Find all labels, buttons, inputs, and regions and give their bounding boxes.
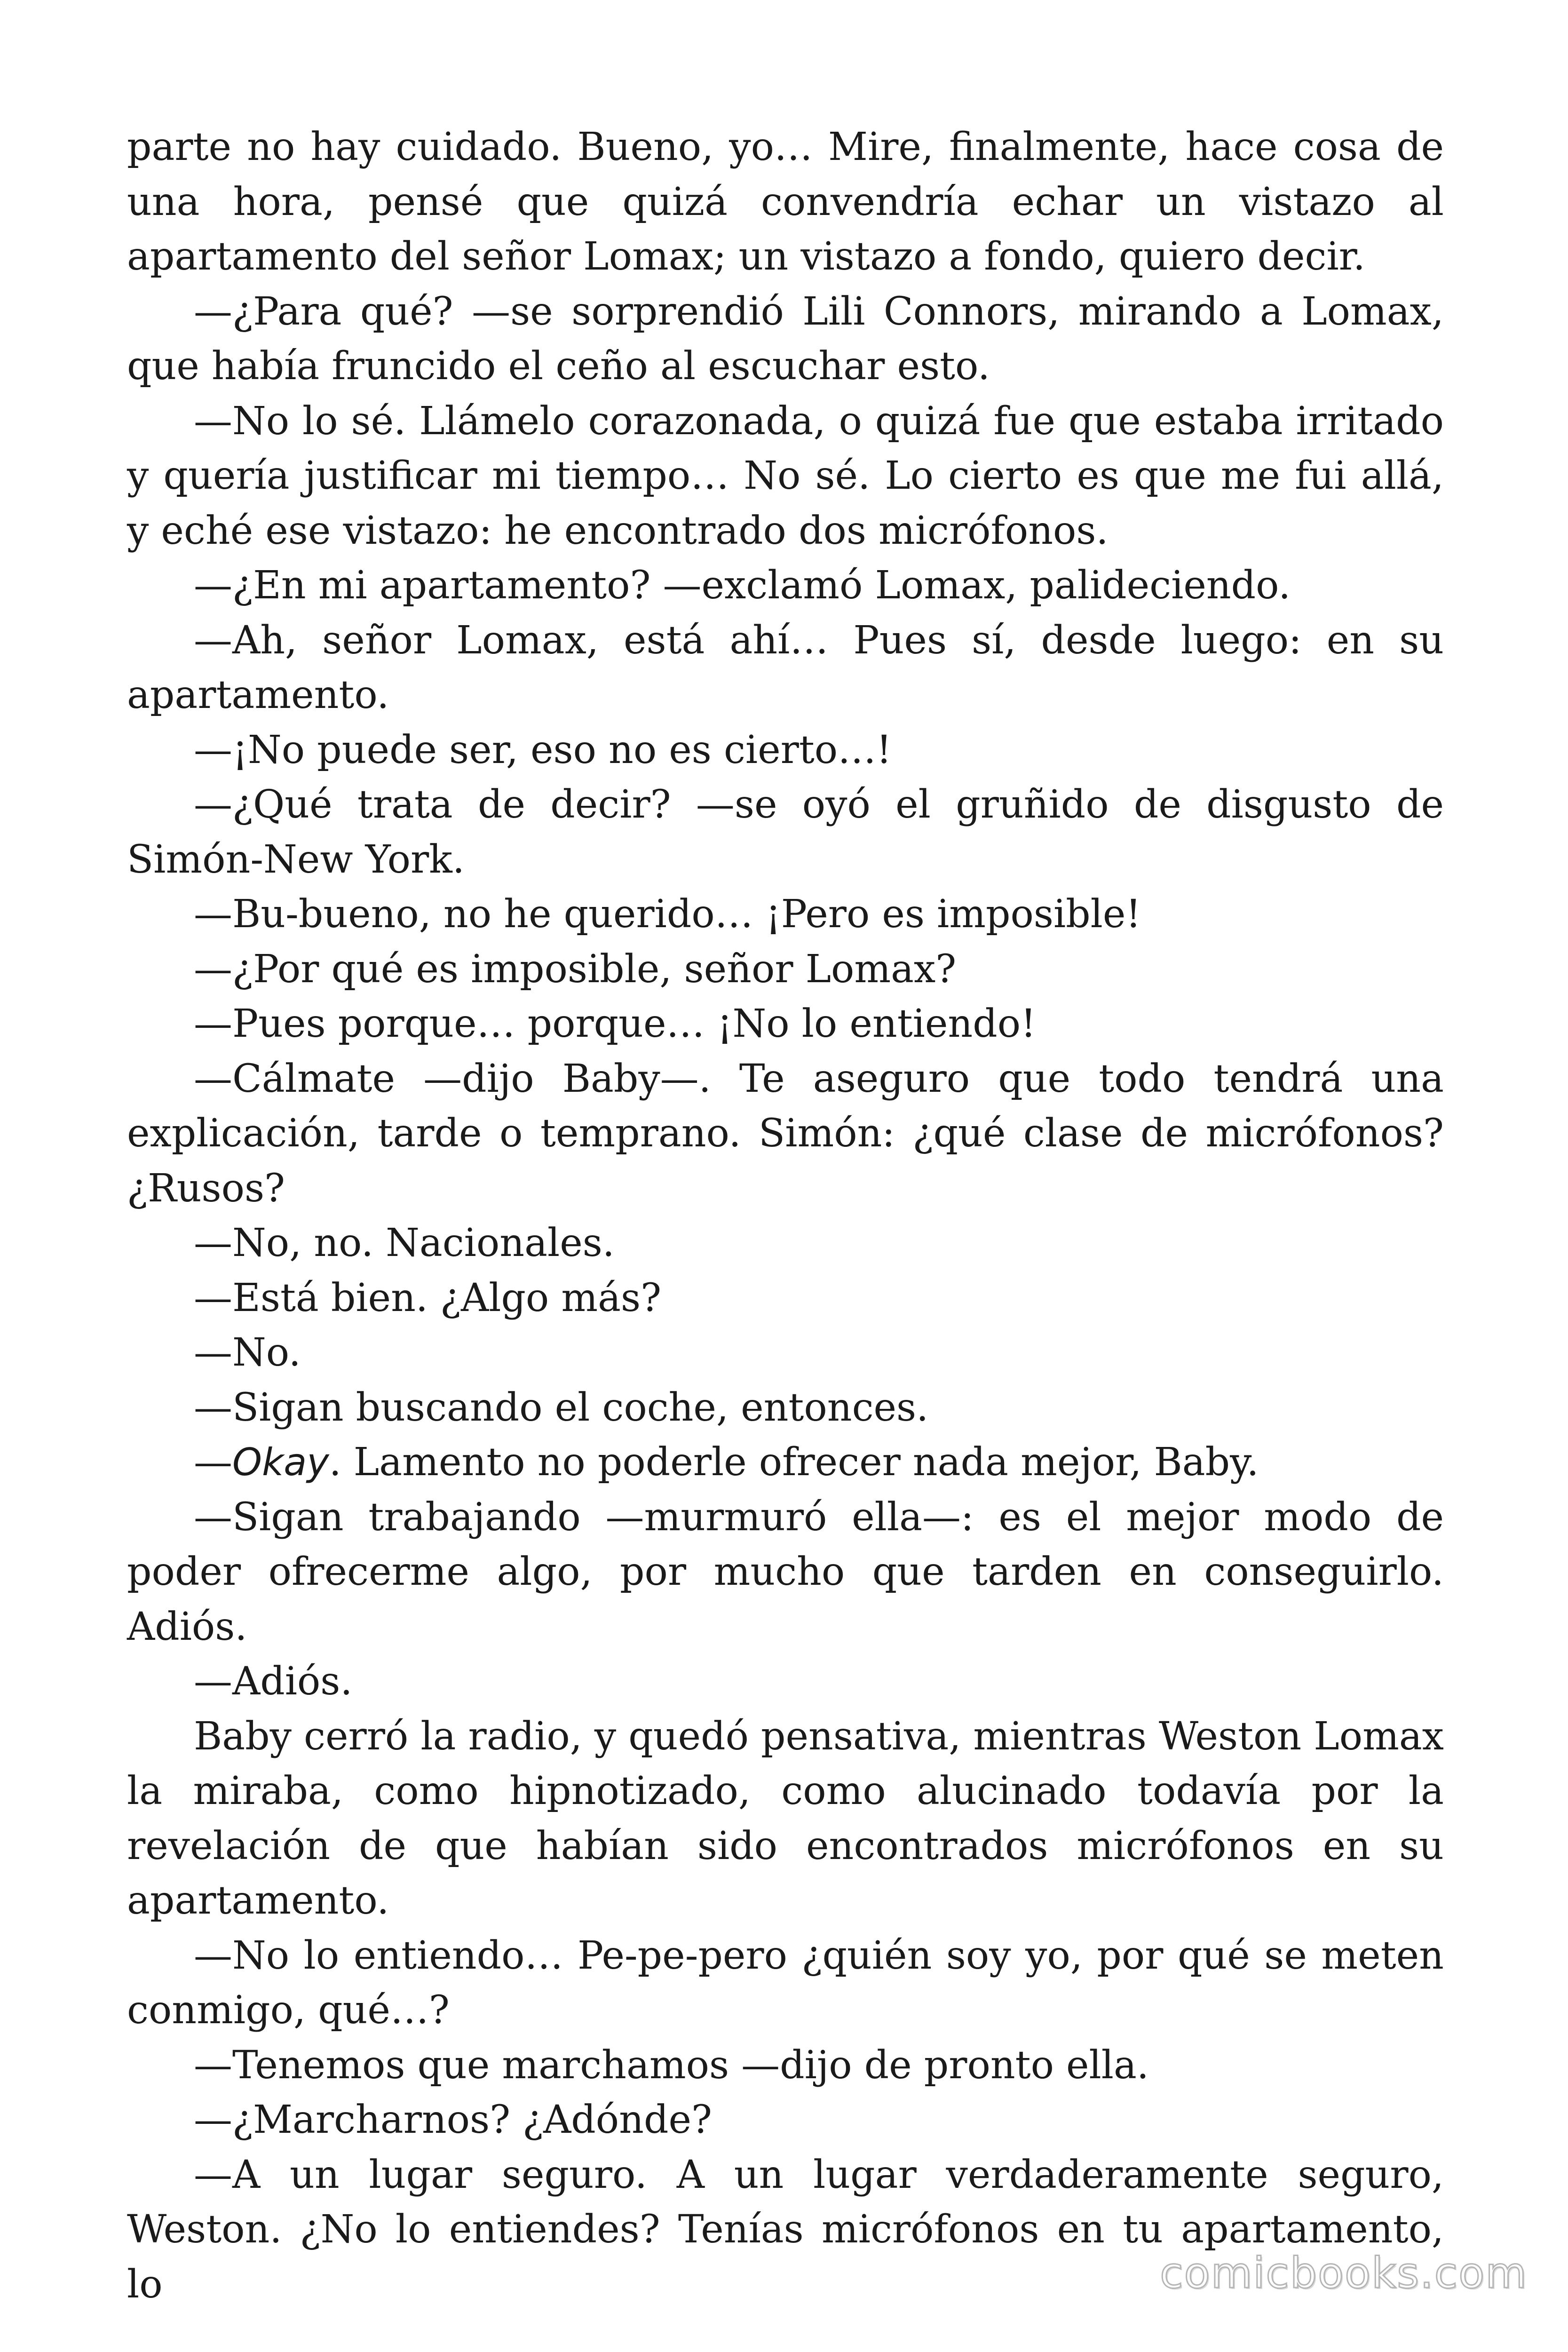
watermark: comicbooks.com <box>1160 2249 1528 2298</box>
paragraph: —No, no. Nacionales. <box>194 1221 615 1265</box>
book-page-text <box>127 120 1444 2312</box>
paragraph: —¿Marcharnos? ¿Adónde? <box>194 2098 712 2142</box>
paragraph: —Sigan trabajando —murmuró ella—: es el mejor modo de poder ofrecerme algo, por mucho que tarden en conseguirlo. Adiós. <box>127 1494 1444 1649</box>
paragraph: —Bu-bueno, no he querido… ¡Pero es imposible! <box>194 892 1141 937</box>
paragraph: —¿Qué trata de decir? —se oyó el gruñido de disgusto de Simón-New York. <box>127 782 1444 882</box>
paragraph: —No. <box>194 1330 301 1375</box>
paragraph: —No lo sé. Llámelo corazonada, o quizá fue que estaba irritado y quería justificar mi tiempo… No sé. Lo cierto es que me fui allá, y eché ese vistazo: he encontrado dos micrófonos. <box>127 398 1444 553</box>
paragraph: —No lo entiendo… Pe-pe-pero ¿quién soy yo, por qué se meten conmigo, qué…? <box>127 1933 1444 2033</box>
paragraph: —¿Por qué es imposible, señor Lomax? <box>194 946 957 992</box>
paragraph: —Sigan buscando el coche, entonces. <box>194 1385 929 1430</box>
paragraph: —¿Para qué? —se sorprendió Lili Connors, mirando a Lomax, que había fruncido el ceño al escuchar esto. <box>127 289 1444 389</box>
dash: — <box>194 1440 232 1485</box>
paragraph: —Está bien. ¿Algo más? <box>194 1275 662 1320</box>
paragraph: —Adiós. <box>194 1659 353 1704</box>
paragraph: —Tenemos que marchamos —dijo de pronto ella. <box>194 2042 1149 2088</box>
paragraph: —A un lugar seguro. A un lugar verdaderamente seguro, Weston. ¿No lo entiendes? Tenías micrófonos en tu apartamento, lo <box>127 2152 1444 2307</box>
okay-rest: . Lamento no poderle ofrecer nada mejor, Baby. <box>329 1440 1259 1485</box>
paragraph: —Pues porque… porque… ¡No lo entiendo! <box>194 1001 1037 1046</box>
italic-okay: Okay <box>232 1440 329 1484</box>
paragraph: Baby cerró la radio, y quedó pensativa, mientras Weston Lomax la miraba, como hipnotizado, como alucinado todavía por la revelación de que habían sido encontrados micrófonos en su apartamento. <box>127 1714 1444 1923</box>
paragraph: —Ah, señor Lomax, está ahí… Pues sí, desde luego: en su apartamento. <box>127 618 1444 717</box>
paragraph-okay <box>127 1435 1444 1490</box>
paragraph: —Cálmate —dijo Baby—. Te aseguro que todo tendrá una explicación, tarde o temprano. Simón: ¿qué clase de micrófonos? ¿Rusos? <box>127 1056 1444 1211</box>
paragraph: parte no hay cuidado. Bueno, yo… Mire, finalmente, hace cosa de una hora, pensé que quizá convendría echar un vistazo al apartamento del señor Lomax; un vistazo a fondo, quiero decir. <box>127 125 1444 279</box>
paragraph: —¡No puede ser, eso no es cierto…! <box>194 727 892 772</box>
paragraph: —¿En mi apartamento? —exclamó Lomax, palideciendo. <box>194 563 1291 608</box>
